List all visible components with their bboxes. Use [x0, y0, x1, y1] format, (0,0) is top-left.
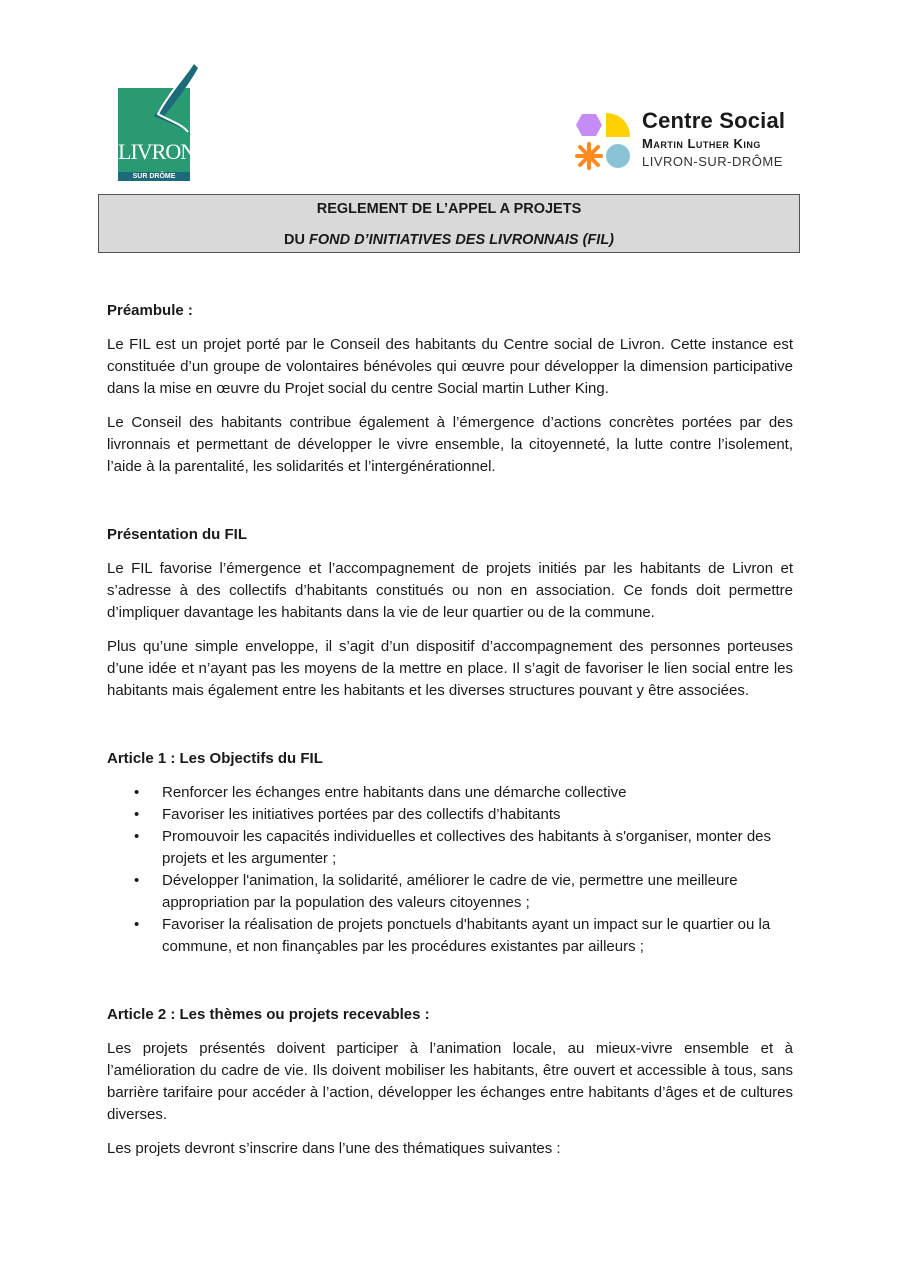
bullet-icon: •: [134, 784, 140, 801]
section-heading-article2: Article 2 : Les thèmes ou projets recevables :: [107, 1006, 430, 1023]
list-item: • Promouvoir les capacités individuelles et collectives des habitants à s'organiser, monter des projets et les argumenter ;: [134, 828, 772, 867]
list-item: • Favoriser la réalisation de projets ponctuels d'habitants ayant un impact sur le quartier ou la commune, et non finançables par les procédures existantes par ailleurs ;: [134, 916, 771, 955]
section-heading-preambule: Préambule :: [107, 302, 193, 319]
paragraph: Les projets présentés doivent participer à l’animation locale, au mieux-vivre ensemble et à l’amélioration du cadre de vie. Ils doivent mobiliser les habitants, être ouvert et accessible à tous, sans barrière tarifaire pour accéder à l’action, développer les échanges entre habitants d’âges et de cultures diverses.: [107, 1040, 793, 1123]
livron-logo: [112, 62, 202, 184]
bullet-icon: •: [134, 806, 140, 823]
centre-social-logo: [572, 108, 792, 172]
livron-logo-subtitle: SUR DRÔME: [118, 172, 190, 181]
centre-social-subtitle: Martin Luther King: [642, 136, 761, 151]
paragraph: Le FIL favorise l’émergence et l’accompagnement de projets initiés par les habitants de Livron et s’adresse à des collectifs d’habitants constitués ou non en association. Ce fonds doit permettre d’impliquer davantage les habitants dans la vie de leur quartier ou de la commune.: [107, 560, 793, 621]
document-title-box: [98, 194, 800, 253]
bullet-icon: •: [134, 828, 140, 845]
document-title-line1: REGLEMENT DE L’APPEL A PROJETS: [316, 201, 582, 217]
paragraph: Le FIL est un projet porté par le Conseil des habitants du Centre social de Livron. Cette instance est constituée d’un groupe de volontaires bénévoles qui œuvre pour développer la dimension participative dans la mise en œuvre du Projet social du centre Social martin Luther King.: [107, 336, 793, 397]
centre-social-shapes-icon: [572, 111, 634, 171]
centre-social-city: LIVRON-SUR-DRÔME: [642, 154, 783, 169]
spacer: [107, 970, 793, 1004]
paragraph: Plus qu’une simple enveloppe, il s’agit d’un dispositif d’accompagnement des personnes porteuses d’une idée et n’ayant pas les moyens de la mettre en place. Il s’agit de favoriser le lien social entre les habitants mais également entre les habitants et les diverses structures pouvant y être associées.: [107, 638, 793, 699]
section-heading-presentation: Présentation du FIL: [107, 526, 248, 543]
spacer: [107, 490, 793, 524]
bullet-icon: •: [134, 916, 140, 933]
list-item: • Favoriser les initiatives portées par des collectifs d’habitants: [107, 804, 793, 826]
spacer: [107, 714, 793, 748]
livron-logo-text: LIVRON: [118, 139, 196, 164]
paragraph: Les projets devront s’inscrire dans l’une des thématiques suivantes :: [107, 1140, 561, 1157]
list-item: • Renforcer les échanges entre habitants dans une démarche collective: [107, 782, 793, 804]
document-body: [107, 300, 793, 1172]
title-italic-name: FOND D’INITIATIVES DES LIVRONNAIS (FIL): [308, 232, 615, 248]
section-heading-article1: Article 1 : Les Objectifs du FIL: [107, 750, 323, 767]
paragraph: Le Conseil des habitants contribue également à l’émergence d’actions concrètes portées par des livronnais et permettant de développer le vivre ensemble, la citoyenneté, la lutte contre l’isolement, l’aide à la parentalité, les solidarités et l’intergénérationnel.: [107, 414, 793, 475]
document-title-line2: [99, 232, 799, 248]
bullet-icon: •: [134, 872, 140, 889]
centre-social-title: Centre Social: [642, 108, 786, 133]
list-item: • Développer l'animation, la solidarité, améliorer le cadre de vie, permettre une meilleure appropriation par la population des valeurs citoyennes ;: [134, 872, 738, 911]
title-prefix: DU: [283, 232, 309, 248]
objectives-list: [107, 782, 793, 958]
